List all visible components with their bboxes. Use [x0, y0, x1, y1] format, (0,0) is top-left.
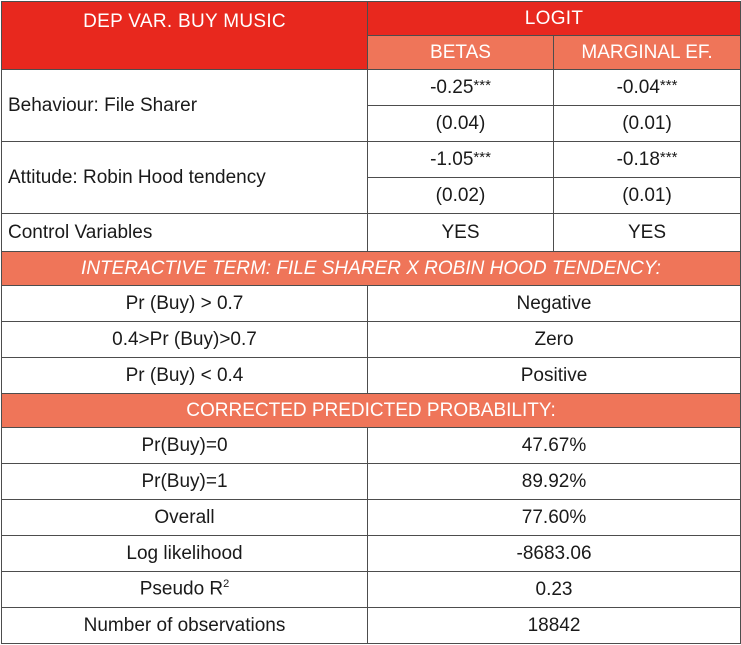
beta-se-robin-hood: (0.02): [368, 178, 554, 214]
beta-se-file-sharer: (0.04): [368, 106, 554, 142]
table-row: [2, 286, 741, 322]
table-row: [2, 358, 741, 394]
marginal-value: -0.18: [616, 148, 660, 170]
stat-value-observations: 18842: [368, 608, 741, 644]
pseudo-r-text: Pseudo R: [139, 578, 224, 600]
beta-value: -0.25: [430, 76, 474, 98]
table-row: [2, 500, 741, 536]
table-row: [2, 214, 741, 252]
row-label-file-sharer: Behaviour: File Sharer: [2, 70, 368, 142]
marginal-robin-hood: [554, 142, 741, 178]
predicted-section-title: CORRECTED PREDICTED PROBABILITY:: [2, 394, 741, 428]
header-row-1: [2, 2, 741, 36]
significance-stars: ***: [659, 148, 678, 166]
dep-var-header: DEP VAR. BUY MUSIC: [2, 2, 368, 70]
beta-robin-hood: [368, 142, 554, 178]
marginal-controls: YES: [554, 214, 741, 252]
marginal-header: MARGINAL EF.: [554, 36, 741, 70]
interactive-label: Pr (Buy) < 0.4: [2, 358, 368, 394]
row-label-robin-hood: Attitude: Robin Hood tendency: [2, 142, 368, 214]
interactive-value: Positive: [368, 358, 741, 394]
predicted-label: Pr(Buy)=1: [2, 464, 368, 500]
marginal-file-sharer: [554, 70, 741, 106]
table-row: [2, 322, 741, 358]
stat-value-log-likelihood: -8683.06: [368, 536, 741, 572]
superscript-2: 2: [223, 578, 230, 591]
table-row: [2, 572, 741, 608]
regression-table: [1, 1, 741, 644]
predicted-label: Overall: [2, 500, 368, 536]
section-header-row: [2, 252, 741, 286]
predicted-value: 47.67%: [368, 428, 741, 464]
beta-file-sharer: [368, 70, 554, 106]
table-row: [2, 142, 741, 178]
predicted-label: Pr(Buy)=0: [2, 428, 368, 464]
marginal-se-file-sharer: (0.01): [554, 106, 741, 142]
interactive-value: Negative: [368, 286, 741, 322]
significance-stars: ***: [473, 76, 491, 94]
stat-label-log-likelihood: Log likelihood: [2, 536, 368, 572]
row-label-controls: Control Variables: [2, 214, 368, 252]
table-row: [2, 464, 741, 500]
significance-stars: ***: [659, 76, 678, 94]
beta-value: -1.05: [430, 148, 474, 170]
marginal-se-robin-hood: (0.01): [554, 178, 741, 214]
stat-label-pseudo-r2: [2, 572, 368, 608]
interactive-label: 0.4>Pr (Buy)>0.7: [2, 322, 368, 358]
predicted-value: 89.92%: [368, 464, 741, 500]
marginal-value: -0.04: [616, 76, 660, 98]
betas-header: BETAS: [368, 36, 554, 70]
table-row: [2, 70, 741, 106]
significance-stars: ***: [473, 148, 491, 166]
interactive-value: Zero: [368, 322, 741, 358]
predicted-value: 77.60%: [368, 500, 741, 536]
interactive-section-title: INTERACTIVE TERM: FILE SHARER X ROBIN HOOD TENDENCY:: [2, 252, 741, 286]
stat-label-observations: Number of observations: [2, 608, 368, 644]
table-row: [2, 428, 741, 464]
table-row: [2, 608, 741, 644]
table-row: [2, 536, 741, 572]
beta-controls: YES: [368, 214, 554, 252]
stat-value-pseudo-r2: 0.23: [368, 572, 741, 608]
interactive-label: Pr (Buy) > 0.7: [2, 286, 368, 322]
logit-header: LOGIT: [368, 2, 741, 36]
section-header-row: [2, 394, 741, 428]
